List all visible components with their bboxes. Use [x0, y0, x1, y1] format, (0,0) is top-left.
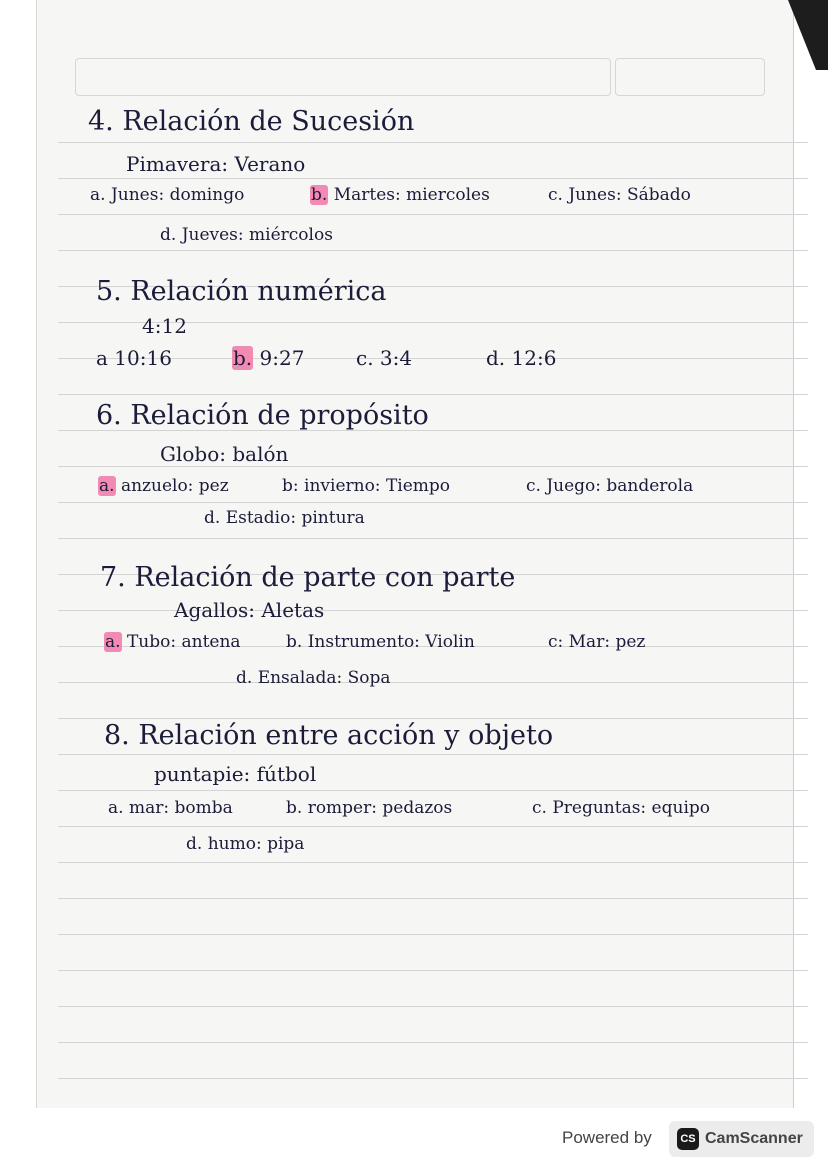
ruled-line	[58, 250, 808, 251]
page-header-box	[75, 58, 611, 96]
section-7-option-b: b. Instrumento: Violin	[286, 632, 475, 652]
ruled-line	[58, 682, 808, 683]
section-8-option-d: d. humo: pipa	[186, 834, 305, 854]
ruled-line	[58, 610, 808, 611]
background-corner	[788, 0, 828, 70]
section-6-option-d: d. Estadio: pintura	[204, 508, 365, 528]
ruled-line	[58, 178, 808, 179]
ruled-line	[58, 934, 808, 935]
ruled-line	[58, 214, 808, 215]
section-6-option-c: c. Juego: banderola	[526, 476, 694, 496]
ruled-line	[58, 538, 808, 539]
section-5-option-a: a 10:16	[96, 346, 172, 370]
section-5-option-b: b. 9:27	[233, 346, 305, 370]
ruled-line	[58, 790, 808, 791]
section-4-option-a: a. Junes: domingo	[90, 185, 245, 205]
section-8-pair: puntapie: fútbol	[154, 762, 317, 786]
ruled-line	[58, 394, 808, 395]
section-7-option-c: c: Mar: pez	[548, 632, 646, 652]
ruled-line	[58, 970, 808, 971]
section-8-option-b: b. romper: pedazos	[286, 798, 453, 818]
highlight-mark: b.	[233, 346, 253, 370]
section-6-pair: Globo: balón	[160, 442, 289, 466]
section-8-option-c: c. Preguntas: equipo	[532, 798, 711, 818]
section-5-title: 5. Relación numérica	[96, 276, 387, 307]
ruled-line	[58, 718, 808, 719]
camscanner-logo-icon: CS	[677, 1128, 699, 1150]
section-5-pair: 4:12	[142, 314, 187, 338]
section-5-option-c: c. 3:4	[356, 346, 413, 370]
ruled-line	[58, 1006, 808, 1007]
section-8-title: 8. Relación entre acción y objeto	[104, 720, 554, 751]
section-4-option-d: d. Jueves: miércolos	[160, 225, 333, 245]
page-date-box	[615, 58, 765, 96]
section-7-option-a: a. Tubo: antena	[105, 632, 241, 652]
camscanner-brand: CamScanner	[705, 1130, 803, 1147]
section-6-title: 6. Relación de propósito	[96, 400, 429, 431]
section-5-option-d: d. 12:6	[486, 346, 557, 370]
ruled-line	[58, 862, 808, 863]
section-7-option-d: d. Ensalada: Sopa	[236, 668, 391, 688]
ruled-line	[58, 466, 808, 467]
section-6-option-b: b: invierno: Tiempo	[282, 476, 451, 496]
section-6-option-a: a. anzuelo: pez	[99, 476, 229, 496]
highlight-mark: b.	[311, 185, 328, 205]
powered-by-label: Powered by	[562, 1128, 652, 1147]
ruled-line	[58, 502, 808, 503]
section-4-option-b: b. Martes: miercoles	[311, 185, 490, 205]
section-8-option-a: a. mar: bomba	[108, 798, 233, 818]
ruled-line	[58, 1078, 808, 1079]
section-4-pair: Pimavera: Verano	[126, 152, 306, 176]
ruled-line	[58, 898, 808, 899]
highlight-mark: a.	[99, 476, 115, 496]
camscanner-badge	[669, 1121, 814, 1157]
section-4-title: 4. Relación de Sucesión	[88, 106, 415, 137]
ruled-line	[58, 1042, 808, 1043]
ruled-line	[58, 826, 808, 827]
section-7-title: 7. Relación de parte con parte	[100, 562, 516, 593]
ruled-line	[58, 142, 808, 143]
section-7-pair: Agallos: Aletas	[174, 598, 325, 622]
ruled-line	[58, 754, 808, 755]
section-4-option-c: c. Junes: Sábado	[548, 185, 691, 205]
highlight-mark: a.	[105, 632, 121, 652]
